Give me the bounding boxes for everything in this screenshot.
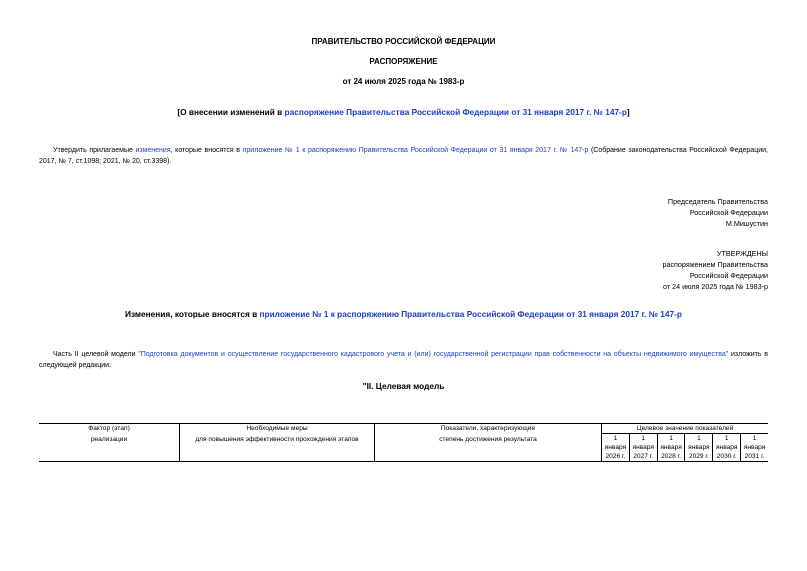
year-cell bbox=[629, 434, 657, 462]
document-title bbox=[0, 107, 807, 117]
year-month: января bbox=[743, 444, 766, 451]
year-day: 1 bbox=[641, 435, 646, 442]
signature-line-3: М.Мишустин bbox=[725, 219, 768, 228]
col-indicators-bottom: степень достижения результата bbox=[439, 436, 537, 443]
year-day: 1 bbox=[752, 435, 757, 442]
government-heading: ПРАВИТЕЛЬСТВО РОССИЙСКОЙ ФЕДЕРАЦИИ bbox=[311, 37, 496, 46]
changes-title-link[interactable]: приложение № 1 к распоряжению Правительства Российской Федерации от 31 января 2017 г. № 147-р bbox=[259, 309, 682, 319]
target-model-table bbox=[39, 423, 768, 462]
col-indicators-top: Показатели, характеризующие bbox=[440, 425, 536, 432]
year-month: января bbox=[604, 444, 627, 451]
col-indicators-header bbox=[375, 424, 602, 462]
title-link[interactable]: распоряжение Правительства Российской Федерации от 31 января 2017 г. № 147-р bbox=[284, 107, 627, 117]
year-day: 1 bbox=[669, 435, 673, 442]
year-value: 2026 г. bbox=[605, 453, 626, 460]
year-cell bbox=[657, 434, 685, 462]
year-value: 2028 г. bbox=[661, 453, 682, 460]
year-value: 2030 г. bbox=[716, 453, 737, 460]
year-value: 2031 г. bbox=[744, 453, 765, 460]
year-day: 1 bbox=[724, 435, 729, 442]
year-cell bbox=[713, 434, 741, 462]
document-type: РАСПОРЯЖЕНИЕ bbox=[369, 57, 438, 66]
year-value: 2027 г. bbox=[633, 453, 654, 460]
year-month: января bbox=[688, 444, 710, 451]
target-model-link[interactable]: "Подготовка документов и осуществление государственного кадастрового учета и (или) государственной регистрации прав собственности на объекты недвижимого имущества" bbox=[138, 351, 729, 358]
year-month: января bbox=[660, 444, 682, 451]
appendix-link[interactable]: приложение № 1 к распоряжению Правительства Российской Федерации от 31 января 2017 г. № 147-р bbox=[242, 147, 589, 154]
part-text-a: Часть II целевой модели bbox=[53, 351, 139, 358]
title-prefix: [О внесении изменений в bbox=[177, 107, 285, 117]
changes-title bbox=[0, 309, 807, 319]
changes-link[interactable]: изменения bbox=[135, 147, 171, 154]
year-day: 1 bbox=[613, 435, 618, 442]
part-text-b: изложить в следующей редакции: bbox=[39, 351, 768, 369]
col-measures-bottom: для повышения эффективности прохождения этапов bbox=[195, 436, 359, 443]
year-cell bbox=[602, 434, 630, 462]
document-date: от 24 июля 2025 года № 1983-р bbox=[342, 77, 465, 86]
col-measures-top: Необходимые меры bbox=[246, 425, 308, 432]
year-day: 1 bbox=[697, 435, 701, 442]
col-measures-header bbox=[180, 424, 375, 462]
year-cell bbox=[685, 434, 713, 462]
approval-block bbox=[662, 248, 768, 292]
approval-line-2: распоряжением Правительства bbox=[662, 260, 768, 269]
year-cell bbox=[741, 434, 768, 462]
approval-line-1: УТВЕРЖДЕНЫ bbox=[716, 249, 768, 258]
signature-line-1: Председатель Правительства bbox=[667, 197, 768, 206]
p1-text-c: (Собрание законодательства Российской Федерации, 2017, № 7, ст.1098; 2021, № 20, ст.3398). bbox=[39, 147, 768, 165]
year-month: января bbox=[715, 444, 738, 451]
title-suffix: ] bbox=[626, 107, 630, 117]
col-target-values-header: Целевое значение показателей bbox=[602, 424, 769, 434]
signature-block bbox=[668, 196, 768, 229]
signature-line-2: Российской Федерации bbox=[689, 208, 768, 217]
year-value: 2029 г. bbox=[688, 453, 709, 460]
p1-text-a: Утвердить прилагаемые bbox=[53, 147, 136, 154]
approval-line-4: от 24 июля 2025 года № 1983-р bbox=[662, 282, 768, 291]
approval-line-3: Российской Федерации bbox=[689, 271, 768, 280]
resolution-paragraph bbox=[39, 146, 768, 167]
col-factor-top: Фактор (этап) bbox=[88, 425, 130, 432]
year-month: января bbox=[632, 444, 654, 451]
p1-text-b: , которые вносятся в bbox=[170, 147, 243, 154]
changes-prefix: Изменения, которые вносятся в bbox=[125, 309, 260, 319]
part-paragraph bbox=[39, 350, 768, 371]
section-title: "II. Целевая модель bbox=[362, 381, 445, 391]
col-factor-header bbox=[39, 424, 180, 462]
col-factor-bottom: реализации bbox=[90, 436, 128, 443]
